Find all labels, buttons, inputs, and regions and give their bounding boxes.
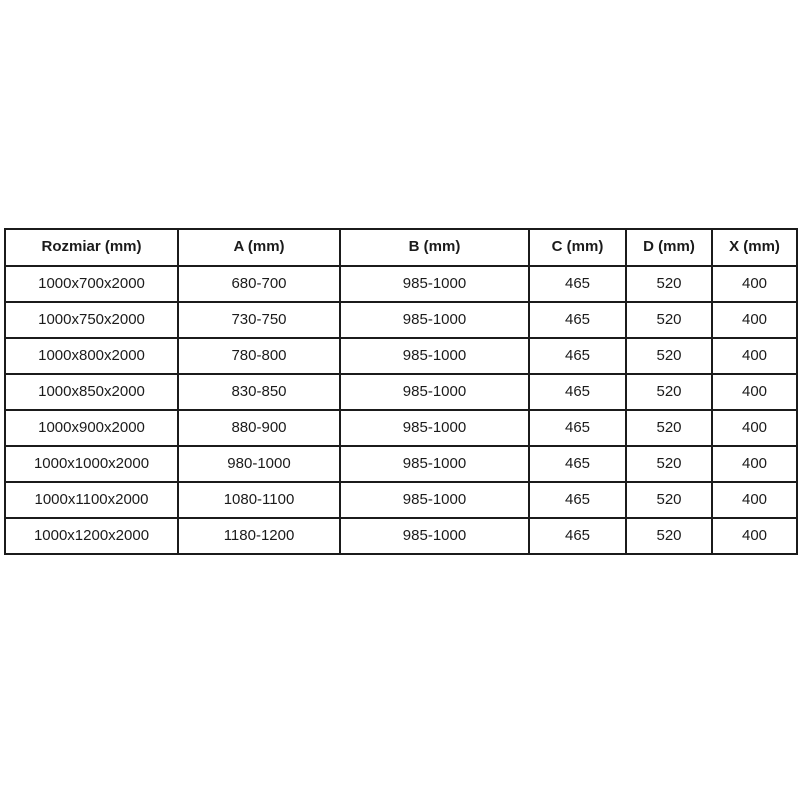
column-header-3: B (mm) [340,229,529,266]
table-cell: 1000x750x2000 [5,302,178,338]
header-row [5,229,797,266]
table-row [5,374,797,410]
table-cell: 400 [712,518,797,554]
table-cell: 465 [529,266,626,302]
table-cell: 780-800 [178,338,340,374]
table-cell: 1000x850x2000 [5,374,178,410]
table-cell: 400 [712,410,797,446]
table-cell: 520 [626,482,712,518]
table-cell: 520 [626,446,712,482]
table-header [5,229,797,266]
table-cell: 1000x900x2000 [5,410,178,446]
table-cell: 400 [712,266,797,302]
table-cell: 465 [529,410,626,446]
table-cell: 400 [712,302,797,338]
table-cell: 520 [626,518,712,554]
table-cell: 465 [529,482,626,518]
table-cell: 520 [626,374,712,410]
table-cell: 730-750 [178,302,340,338]
size-spec-table [4,228,798,555]
table-cell: 1080-1100 [178,482,340,518]
table-row [5,410,797,446]
table-cell: 520 [626,266,712,302]
table-row [5,518,797,554]
table-cell: 680-700 [178,266,340,302]
table-cell: 1180-1200 [178,518,340,554]
table-cell: 400 [712,446,797,482]
table-cell: 830-850 [178,374,340,410]
table-cell: 465 [529,446,626,482]
column-header-6: X (mm) [712,229,797,266]
table-row [5,302,797,338]
table-cell: 985-1000 [340,518,529,554]
column-header-2: A (mm) [178,229,340,266]
table-cell: 985-1000 [340,446,529,482]
table-cell: 1000x800x2000 [5,338,178,374]
table-row [5,482,797,518]
table-cell: 985-1000 [340,302,529,338]
table-cell: 1000x1000x2000 [5,446,178,482]
table-cell: 520 [626,338,712,374]
table-cell: 980-1000 [178,446,340,482]
table-cell: 985-1000 [340,374,529,410]
column-header-5: D (mm) [626,229,712,266]
table-cell: 400 [712,374,797,410]
table-cell: 1000x1100x2000 [5,482,178,518]
table-cell: 465 [529,374,626,410]
table-cell: 985-1000 [340,266,529,302]
table-cell: 465 [529,518,626,554]
table-cell: 520 [626,410,712,446]
table-cell: 985-1000 [340,410,529,446]
table-row [5,266,797,302]
table-cell: 1000x1200x2000 [5,518,178,554]
table-cell: 400 [712,338,797,374]
table-body [5,266,797,554]
table-cell: 400 [712,482,797,518]
table-cell: 465 [529,338,626,374]
column-header-1: Rozmiar (mm) [5,229,178,266]
table-row [5,338,797,374]
table-cell: 985-1000 [340,482,529,518]
size-spec-table-container [4,228,796,555]
table-row [5,446,797,482]
table-cell: 1000x700x2000 [5,266,178,302]
column-header-4: C (mm) [529,229,626,266]
table-cell: 880-900 [178,410,340,446]
table-cell: 985-1000 [340,338,529,374]
table-cell: 465 [529,302,626,338]
table-cell: 520 [626,302,712,338]
